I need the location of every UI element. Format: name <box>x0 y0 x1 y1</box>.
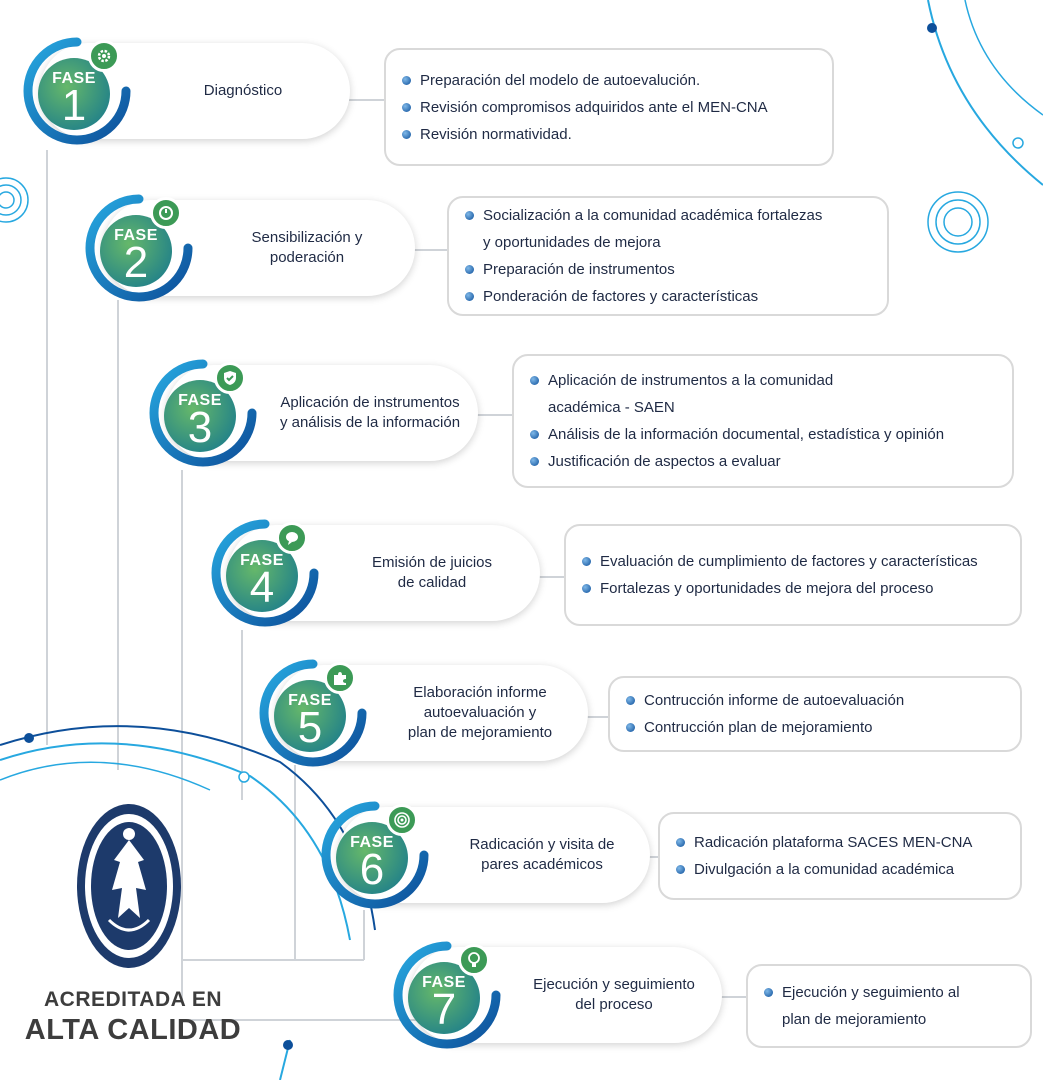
phase-details-box <box>658 812 1022 900</box>
phase-title: Aplicación de instrumentos y análisis de la información <box>279 394 461 431</box>
phase-number: 5 <box>297 703 323 752</box>
phase-number: 4 <box>249 563 275 612</box>
phase-badge <box>22 36 132 146</box>
phase-detail-item: Contrucción plan de mejoramiento <box>624 714 904 741</box>
phase-title: Diagnóstico <box>203 82 283 99</box>
naval-school-emblem <box>74 800 184 972</box>
clock-icon <box>150 197 182 229</box>
accreditation-line-1: ACREDITADA EN <box>44 988 222 1011</box>
phase-badge <box>84 193 194 303</box>
phase-label: FASE <box>422 974 466 991</box>
shield-check-icon <box>214 362 246 394</box>
phase-detail-item: Preparación del modelo de autoevalución. <box>400 67 768 94</box>
phase-label: FASE <box>288 692 332 709</box>
phase-detail-item: Ejecución y seguimiento al plan de mejoramiento <box>762 979 960 1033</box>
phase-title: Sensibilización y poderación <box>251 229 363 266</box>
phase-label: FASE <box>350 834 394 851</box>
phase-badge <box>392 940 502 1050</box>
phase-label: FASE <box>114 227 158 244</box>
phase-details-box <box>608 676 1022 752</box>
phase-number: 2 <box>123 238 149 287</box>
phase-details-box <box>746 964 1032 1048</box>
phase-detail-item: Aplicación de instrumentos a la comunidad académica - SAEN <box>528 367 944 421</box>
phase-label: FASE <box>178 392 222 409</box>
phase-detail-item: Divulgación a la comunidad académica <box>674 856 972 883</box>
phase-detail-item: Análisis de la información documental, estadística y opinión <box>528 421 944 448</box>
phase-title: Ejecución y seguimiento del proceso <box>533 976 695 1013</box>
phase-title: Radicación y visita de pares académicos <box>469 836 615 873</box>
phase-details-list <box>400 67 768 148</box>
phase-title: Elaboración informe autoevaluación y plan de mejoramiento <box>407 684 553 741</box>
phase-detail-item: Justificación de aspectos a evaluar <box>528 448 944 475</box>
phase-detail-item: Radicación plataforma SACES MEN-CNA <box>674 829 972 856</box>
accreditation-line-2: ALTA CALIDAD <box>24 1014 242 1046</box>
phase-details-box <box>564 524 1022 626</box>
phase-details-box <box>447 196 889 316</box>
phase-label: FASE <box>52 70 96 87</box>
phase-detail-item: Preparación de instrumentos <box>463 256 822 283</box>
phase-detail-item: Revisión compromisos adquiridos ante el MEN-CNA <box>400 94 768 121</box>
phase-detail-item: Contrucción informe de autoevaluación <box>624 687 904 714</box>
phase-title: Emisión de juicios de calidad <box>371 554 493 591</box>
target-icon <box>386 804 418 836</box>
phase-details-box <box>384 48 834 166</box>
lightbulb-icon <box>458 944 490 976</box>
phase-detail-item: Revisión normatividad. <box>400 121 768 148</box>
chat-icon <box>276 522 308 554</box>
phase-number: 7 <box>431 985 457 1034</box>
phase-number: 1 <box>61 81 87 130</box>
phase-badge <box>320 800 430 910</box>
puzzle-icon <box>324 662 356 694</box>
phase-details-list <box>624 687 904 741</box>
phase-badge <box>148 358 258 468</box>
phase-details-list <box>580 548 978 602</box>
phase-details-list <box>463 202 822 310</box>
phase-details-list <box>674 829 972 883</box>
phase-details-list <box>762 979 960 1033</box>
phase-detail-item: Ponderación de factores y características <box>463 283 822 310</box>
phase-detail-item: Evaluación de cumplimiento de factores y características <box>580 548 978 575</box>
phase-details-list <box>528 367 944 475</box>
phase-detail-item: Socialización a la comunidad académica fortalezas y oportunidades de mejora <box>463 202 822 256</box>
phase-badge <box>258 658 368 768</box>
gear-icon <box>88 40 120 72</box>
phase-number: 3 <box>187 403 213 452</box>
phase-label: FASE <box>240 552 284 569</box>
phase-number: 6 <box>359 845 385 894</box>
phase-badge <box>210 518 320 628</box>
phase-detail-item: Fortalezas y oportunidades de mejora del proceso <box>580 575 978 602</box>
phase-details-box <box>512 354 1014 488</box>
